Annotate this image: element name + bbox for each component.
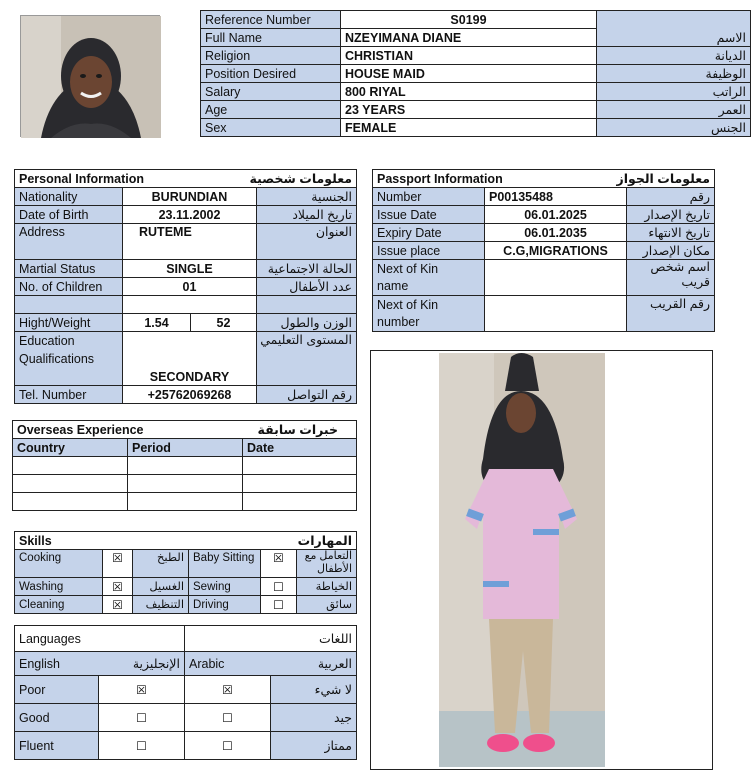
issue-place-arabic: مكان الإصدار	[627, 242, 715, 260]
skill-babysitting-arabic-line1: التعامل مع	[304, 550, 353, 562]
header-row-position	[201, 65, 751, 83]
education-label-line2: Qualifications	[19, 352, 95, 366]
religion-label: Religion	[201, 47, 341, 65]
skill-cleaning-arabic: التنظيف	[133, 596, 189, 614]
lang-poor-arabic-label: لا شيء	[271, 676, 357, 704]
weight-value: 52	[191, 314, 257, 332]
expiry-date-value: 06.01.2035	[485, 224, 627, 242]
sex-value: FEMALE	[341, 119, 597, 137]
overseas-title-row	[13, 421, 357, 439]
lang-arabic-label: Arabic	[185, 652, 271, 676]
lang-fluent-arabic-checkbox[interactable]: ☐	[185, 732, 271, 760]
portrait-photo	[20, 15, 160, 137]
passport-number-label: Number	[373, 188, 485, 206]
full-name-value: NZEYIMANA DIANE	[341, 29, 597, 47]
overseas-title-arabic: خبرات سابقة	[243, 421, 357, 439]
spacer-row	[15, 296, 357, 314]
reference-label: Reference Number	[201, 11, 341, 29]
skill-cleaning-checkbox[interactable]: ☒	[103, 596, 133, 614]
age-arabic: العمر	[597, 101, 751, 119]
nationality-label: Nationality	[15, 188, 123, 206]
position-arabic: الوظيفة	[597, 65, 751, 83]
tel-label: Tel. Number	[15, 386, 123, 404]
address-arabic: العنوان	[257, 224, 357, 260]
children-value: 01	[123, 278, 257, 296]
lang-fluent-english-checkbox[interactable]: ☐	[99, 732, 185, 760]
lang-good-row	[15, 704, 357, 732]
dob-label: Date of Birth	[15, 206, 123, 224]
kin-number-label	[373, 296, 485, 332]
kin-number-arabic: رقم القريب	[627, 296, 715, 332]
reference-value: S0199	[341, 11, 597, 29]
skills-title-arabic: المهارات	[189, 532, 357, 550]
header-row-salary	[201, 83, 751, 101]
tel-value: +25762069268	[123, 386, 257, 404]
education-label-line1: Education	[19, 334, 75, 348]
kin-number-value	[485, 296, 627, 332]
overseas-col-date: Date	[243, 439, 357, 457]
marital-arabic: الحالة الاجتماعية	[257, 260, 357, 278]
header-row-sex	[201, 119, 751, 137]
skills-row-2	[15, 578, 357, 596]
salary-value: 800 RIYAL	[341, 83, 597, 101]
education-arabic: المستوى التعليمي	[257, 332, 357, 386]
children-row	[15, 278, 357, 296]
lang-english-label: English	[15, 652, 99, 676]
passport-number-arabic: رقم	[627, 188, 715, 206]
skill-babysitting-arabic-line2: الأطفال	[317, 563, 353, 575]
skill-babysitting-label: Baby Sitting	[189, 550, 261, 578]
skill-babysitting-checkbox[interactable]: ☒	[261, 550, 297, 578]
education-row	[15, 332, 357, 386]
lang-poor-row	[15, 676, 357, 704]
full-body-illustration	[371, 351, 712, 769]
skills-title-row	[15, 532, 357, 550]
skill-sewing-arabic: الخياطة	[297, 578, 357, 596]
salary-arabic: الراتب	[597, 83, 751, 101]
overseas-col-country: Country	[13, 439, 128, 457]
skill-washing-label: Washing	[15, 578, 103, 596]
portrait-illustration	[21, 16, 161, 138]
education-label	[15, 332, 123, 386]
passport-title: Passport Information	[373, 170, 485, 188]
sex-arabic: الجنس	[597, 119, 751, 137]
lang-poor-english-checkbox[interactable]: ☒	[99, 676, 185, 704]
lang-good-arabic-label: جيد	[271, 704, 357, 732]
languages-title-arabic: اللغات	[185, 626, 357, 652]
age-label: Age	[201, 101, 341, 119]
passport-title-row	[373, 170, 715, 188]
kin-number-label-line1: Next of Kin	[377, 297, 439, 312]
education-value: SECONDARY	[123, 332, 257, 386]
issue-date-value: 06.01.2025	[485, 206, 627, 224]
lang-fluent-label: Fluent	[15, 732, 99, 760]
personal-info-table	[14, 169, 357, 404]
kin-name-arabic	[627, 260, 715, 296]
issue-place-value: C.G,MIGRATIONS	[485, 242, 627, 260]
header-row-age	[201, 101, 751, 119]
skill-cooking-arabic: الطبخ	[133, 550, 189, 578]
personal-title-arabic: معلومات شخصية	[191, 170, 357, 188]
kin-name-row	[373, 260, 715, 296]
kin-number-row	[373, 296, 715, 332]
full-name-arabic: الاسم	[597, 11, 751, 47]
languages-title-row	[15, 626, 357, 652]
lang-good-label: Good	[15, 704, 99, 732]
position-label: Position Desired	[201, 65, 341, 83]
dob-value: 23.11.2002	[123, 206, 257, 224]
position-value: HOUSE MAID	[341, 65, 597, 83]
issue-place-label: Issue place	[373, 242, 485, 260]
skill-cooking-label: Cooking	[15, 550, 103, 578]
skill-driving-arabic: سائق	[297, 596, 357, 614]
nationality-arabic: الجنسية	[257, 188, 357, 206]
personal-title-row	[15, 170, 357, 188]
salary-label: Salary	[201, 83, 341, 101]
age-value: 23 YEARS	[341, 101, 597, 119]
expiry-date-arabic: تاريخ الانتهاء	[627, 224, 715, 242]
height-weight-label: Hight/Weight	[15, 314, 123, 332]
skill-babysitting-arabic	[297, 550, 357, 578]
overseas-header-row	[13, 439, 357, 457]
overseas-row	[13, 475, 357, 493]
skill-driving-checkbox[interactable]: ☐	[261, 596, 297, 614]
skill-cleaning-label: Cleaning	[15, 596, 103, 614]
lang-fluent-row	[15, 732, 357, 760]
expiry-date-label: Expiry Date	[373, 224, 485, 242]
children-arabic: عدد الأطفال	[257, 278, 357, 296]
languages-title: Languages	[15, 626, 185, 652]
skill-cooking-checkbox[interactable]: ☒	[103, 550, 133, 578]
languages-table	[14, 625, 357, 760]
sex-label: Sex	[201, 119, 341, 137]
nationality-value: BURUNDIAN	[123, 188, 257, 206]
tel-row	[15, 386, 357, 404]
overseas-title: Overseas Experience	[13, 421, 243, 439]
lang-good-english-checkbox[interactable]: ☐	[99, 704, 185, 732]
skills-title: Skills	[15, 532, 189, 550]
lang-poor-label: Poor	[15, 676, 99, 704]
religion-arabic: الديانة	[597, 47, 751, 65]
skill-driving-label: Driving	[189, 596, 261, 614]
kin-name-label-line1: Next of Kin	[377, 261, 439, 276]
religion-value: CHRISTIAN	[341, 47, 597, 65]
expiry-date-row	[373, 224, 715, 242]
passport-title-arabic: معلومات الجواز	[485, 170, 715, 188]
skills-row-3	[15, 596, 357, 614]
address-row	[15, 224, 357, 260]
header-table	[200, 10, 751, 137]
children-label: No. of Children	[15, 278, 123, 296]
kin-name-arabic-line2: قريب	[681, 275, 711, 289]
marital-label: Martial Status	[15, 260, 123, 278]
full-body-photo	[370, 350, 713, 770]
overseas-row	[13, 493, 357, 511]
passport-number-value: P00135488	[485, 188, 627, 206]
tel-arabic: رقم التواصل	[257, 386, 357, 404]
issue-date-label: Issue Date	[373, 206, 485, 224]
languages-header-row	[15, 652, 357, 676]
skill-washing-checkbox[interactable]: ☒	[103, 578, 133, 596]
overseas-row	[13, 457, 357, 475]
lang-arabic-arabic: العربية	[271, 652, 357, 676]
skill-sewing-checkbox[interactable]: ☐	[261, 578, 297, 596]
issue-date-arabic: تاريخ الإصدار	[627, 206, 715, 224]
address-label: Address	[15, 224, 123, 260]
skills-table	[14, 531, 357, 614]
marital-row	[15, 260, 357, 278]
lang-good-arabic-checkbox[interactable]: ☐	[185, 704, 271, 732]
issue-date-row	[373, 206, 715, 224]
full-name-label: Full Name	[201, 29, 341, 47]
kin-name-value	[485, 260, 627, 296]
personal-title: Personal Information	[15, 170, 191, 188]
height-weight-arabic: الوزن والطول	[257, 314, 357, 332]
skill-sewing-label: Sewing	[189, 578, 261, 596]
dob-arabic: تاريخ الميلاد	[257, 206, 357, 224]
dob-row	[15, 206, 357, 224]
kin-name-label-line2: name	[377, 278, 409, 293]
overseas-col-period: Period	[128, 439, 243, 457]
kin-name-label	[373, 260, 485, 296]
skills-row-1	[15, 550, 357, 578]
lang-fluent-arabic-label: ممتاز	[271, 732, 357, 760]
issue-place-row	[373, 242, 715, 260]
marital-value: SINGLE	[123, 260, 257, 278]
passport-number-row	[373, 188, 715, 206]
address-value: RUTEME	[123, 224, 257, 260]
header-row-reference	[201, 11, 751, 29]
kin-number-label-line2: number	[377, 314, 420, 329]
nationality-row	[15, 188, 357, 206]
height-weight-row	[15, 314, 357, 332]
lang-english-arabic: الإنجليزية	[99, 652, 185, 676]
height-value: 1.54	[123, 314, 191, 332]
lang-poor-arabic-checkbox[interactable]: ☒	[185, 676, 271, 704]
overseas-table	[12, 420, 357, 511]
skill-washing-arabic: الغسيل	[133, 578, 189, 596]
kin-name-arabic-line1: اسم شخص	[650, 260, 711, 274]
passport-info-table	[372, 169, 715, 332]
header-row-religion	[201, 47, 751, 65]
